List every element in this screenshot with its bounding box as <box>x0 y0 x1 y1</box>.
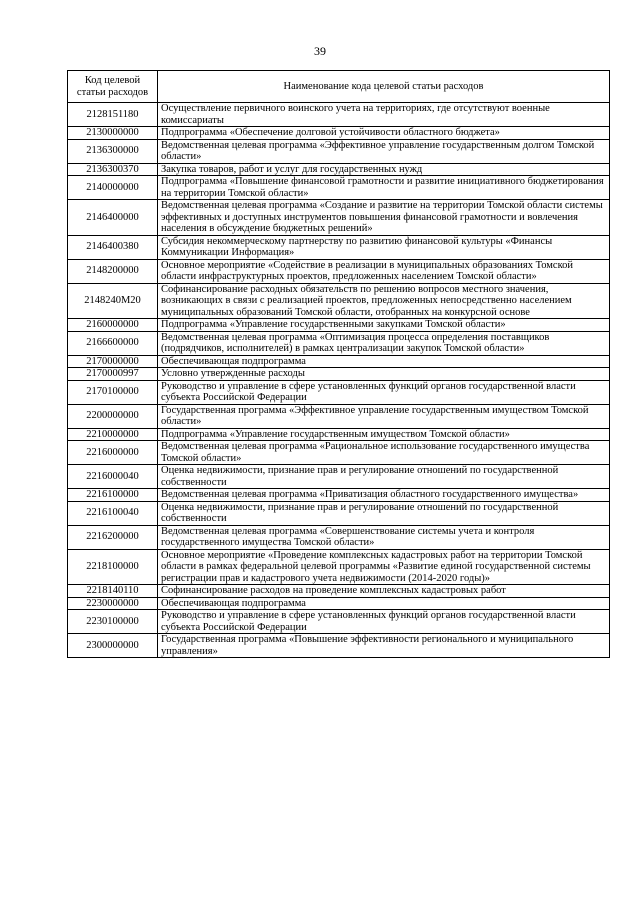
target-code-cell: 2146400380 <box>68 235 158 259</box>
target-name-cell: Руководство и управление в сфере установленных функций органов государственной власти субъекта Российской Федерации <box>158 380 610 404</box>
target-code-cell: 2216000040 <box>68 465 158 489</box>
target-name-cell: Условно утвержденные расходы <box>158 368 610 381</box>
target-code-cell: 2216100000 <box>68 489 158 502</box>
target-code-cell: 2230000000 <box>68 597 158 610</box>
table-row <box>68 465 610 489</box>
target-name-cell: Государственная программа «Эффективное управление государственным имуществом Томской области» <box>158 404 610 428</box>
table-row <box>68 319 610 332</box>
target-code-cell: 2230100000 <box>68 610 158 634</box>
table-header-row <box>68 71 610 103</box>
page-number: 39 <box>314 44 326 58</box>
target-name-cell: Руководство и управление в сфере установленных функций органов государственной власти субъекта Российской Федерации <box>158 610 610 634</box>
target-code-cell: 2300000000 <box>68 634 158 658</box>
table-row <box>68 501 610 525</box>
target-code-cell: 2136300000 <box>68 139 158 163</box>
target-name-cell: Подпрограмма «Управление государственным имуществом Томской области» <box>158 428 610 441</box>
target-code-cell: 2148200000 <box>68 259 158 283</box>
target-code-cell: 2210000000 <box>68 428 158 441</box>
target-code-cell: 2216100040 <box>68 501 158 525</box>
table-row <box>68 283 610 319</box>
table-row <box>68 585 610 598</box>
target-name-cell: Софинансирование расходных обязательств по решению вопросов местного значения, возникающих в связи с реализацией проектов, предложенных непосредственно населением муниципальных образований Томской области, отобранных на конкурсной основе <box>158 283 610 319</box>
target-name-cell: Подпрограмма «Повышение финансовой грамотности и развитие инициативного бюджетирования на территории Томской области» <box>158 176 610 200</box>
table-row <box>68 549 610 585</box>
table-row <box>68 355 610 368</box>
target-name-cell: Ведомственная целевая программа «Эффективное управление государственным долгом Томской области» <box>158 139 610 163</box>
table-row <box>68 525 610 549</box>
target-code-cell: 2200000000 <box>68 404 158 428</box>
budget-codes-table <box>67 70 610 658</box>
target-code-cell: 2130000000 <box>68 127 158 140</box>
target-name-cell: Подпрограмма «Обеспечение долговой устойчивости областного бюджета» <box>158 127 610 140</box>
header-code: Код целевой статьи расходов <box>68 71 158 103</box>
target-code-cell: 2216000000 <box>68 441 158 465</box>
header-name: Наименование кода целевой статьи расходов <box>158 71 610 103</box>
target-name-cell: Государственная программа «Повышение эффективности регионального и муниципального управления» <box>158 634 610 658</box>
target-name-cell: Обеспечивающая подпрограмма <box>158 597 610 610</box>
target-name-cell: Оценка недвижимости, признание прав и регулирование отношений по государственной собственности <box>158 501 610 525</box>
table-row <box>68 610 610 634</box>
target-code-cell: 2170000997 <box>68 368 158 381</box>
target-code-cell: 2170100000 <box>68 380 158 404</box>
table-row <box>68 489 610 502</box>
target-code-cell: 2140000000 <box>68 176 158 200</box>
target-name-cell: Ведомственная целевая программа «Оптимизация процесса определения поставщиков (подрядчиков, исполнителей) в рамках централизации закупок Томской области» <box>158 331 610 355</box>
table-row <box>68 428 610 441</box>
table-row <box>68 103 610 127</box>
target-name-cell: Ведомственная целевая программа «Создание и развитие на территории Томской области системы эффективных и доступных инструментов повышения финансовой грамотности и вовлечения населения в обсуждение бюджетных решений» <box>158 200 610 236</box>
target-name-cell: Ведомственная целевая программа «Приватизация областного государственного имущества» <box>158 489 610 502</box>
table-row <box>68 380 610 404</box>
table-row <box>68 200 610 236</box>
target-name-cell: Ведомственная целевая программа «Совершенствование системы учета и контроля государственного имущества Томской области» <box>158 525 610 549</box>
target-name-cell: Оценка недвижимости, признание прав и регулирование отношений по государственной собственности <box>158 465 610 489</box>
table-body <box>68 103 610 658</box>
target-name-cell: Закупка товаров, работ и услуг для государственных нужд <box>158 163 610 176</box>
table-row <box>68 597 610 610</box>
table-row <box>68 368 610 381</box>
target-code-cell: 2218100000 <box>68 549 158 585</box>
table-row <box>68 441 610 465</box>
table-row <box>68 259 610 283</box>
table-row <box>68 634 610 658</box>
target-code-cell: 2146400000 <box>68 200 158 236</box>
target-name-cell: Ведомственная целевая программа «Рациональное использование государственного имущества Томской области» <box>158 441 610 465</box>
target-name-cell: Субсидия некоммерческому партнерству по развитию финансовой культуры «Финансы Коммуникации Информация» <box>158 235 610 259</box>
target-code-cell: 2170000000 <box>68 355 158 368</box>
target-name-cell: Подпрограмма «Управление государственными закупками Томской области» <box>158 319 610 332</box>
table-row <box>68 404 610 428</box>
table-row <box>68 331 610 355</box>
target-code-cell: 2218140110 <box>68 585 158 598</box>
target-code-cell: 2216200000 <box>68 525 158 549</box>
target-code-cell: 2160000000 <box>68 319 158 332</box>
table-row <box>68 235 610 259</box>
target-name-cell: Основное мероприятие «Проведение комплексных кадастровых работ на территории Томской области в рамках федеральной целевой программы «Развитие единой государственной системы регистрации прав и кадастрового учета недвижимости (2014-2020 годы)» <box>158 549 610 585</box>
target-name-cell: Обеспечивающая подпрограмма <box>158 355 610 368</box>
target-code-cell: 2148240M20 <box>68 283 158 319</box>
target-name-cell: Софинансирование расходов на проведение комплексных кадастровых работ <box>158 585 610 598</box>
target-name-cell: Осуществление первичного воинского учета на территориях, где отсутствуют военные комиссариаты <box>158 103 610 127</box>
target-name-cell: Основное мероприятие «Содействие в реализации в муниципальных образованиях Томской области инфраструктурных проектов, предложенных населением Томской области» <box>158 259 610 283</box>
table-row <box>68 176 610 200</box>
target-code-cell: 2136300370 <box>68 163 158 176</box>
table-row <box>68 139 610 163</box>
target-code-cell: 2128151180 <box>68 103 158 127</box>
target-code-cell: 2166600000 <box>68 331 158 355</box>
table-row <box>68 127 610 140</box>
table-row <box>68 163 610 176</box>
